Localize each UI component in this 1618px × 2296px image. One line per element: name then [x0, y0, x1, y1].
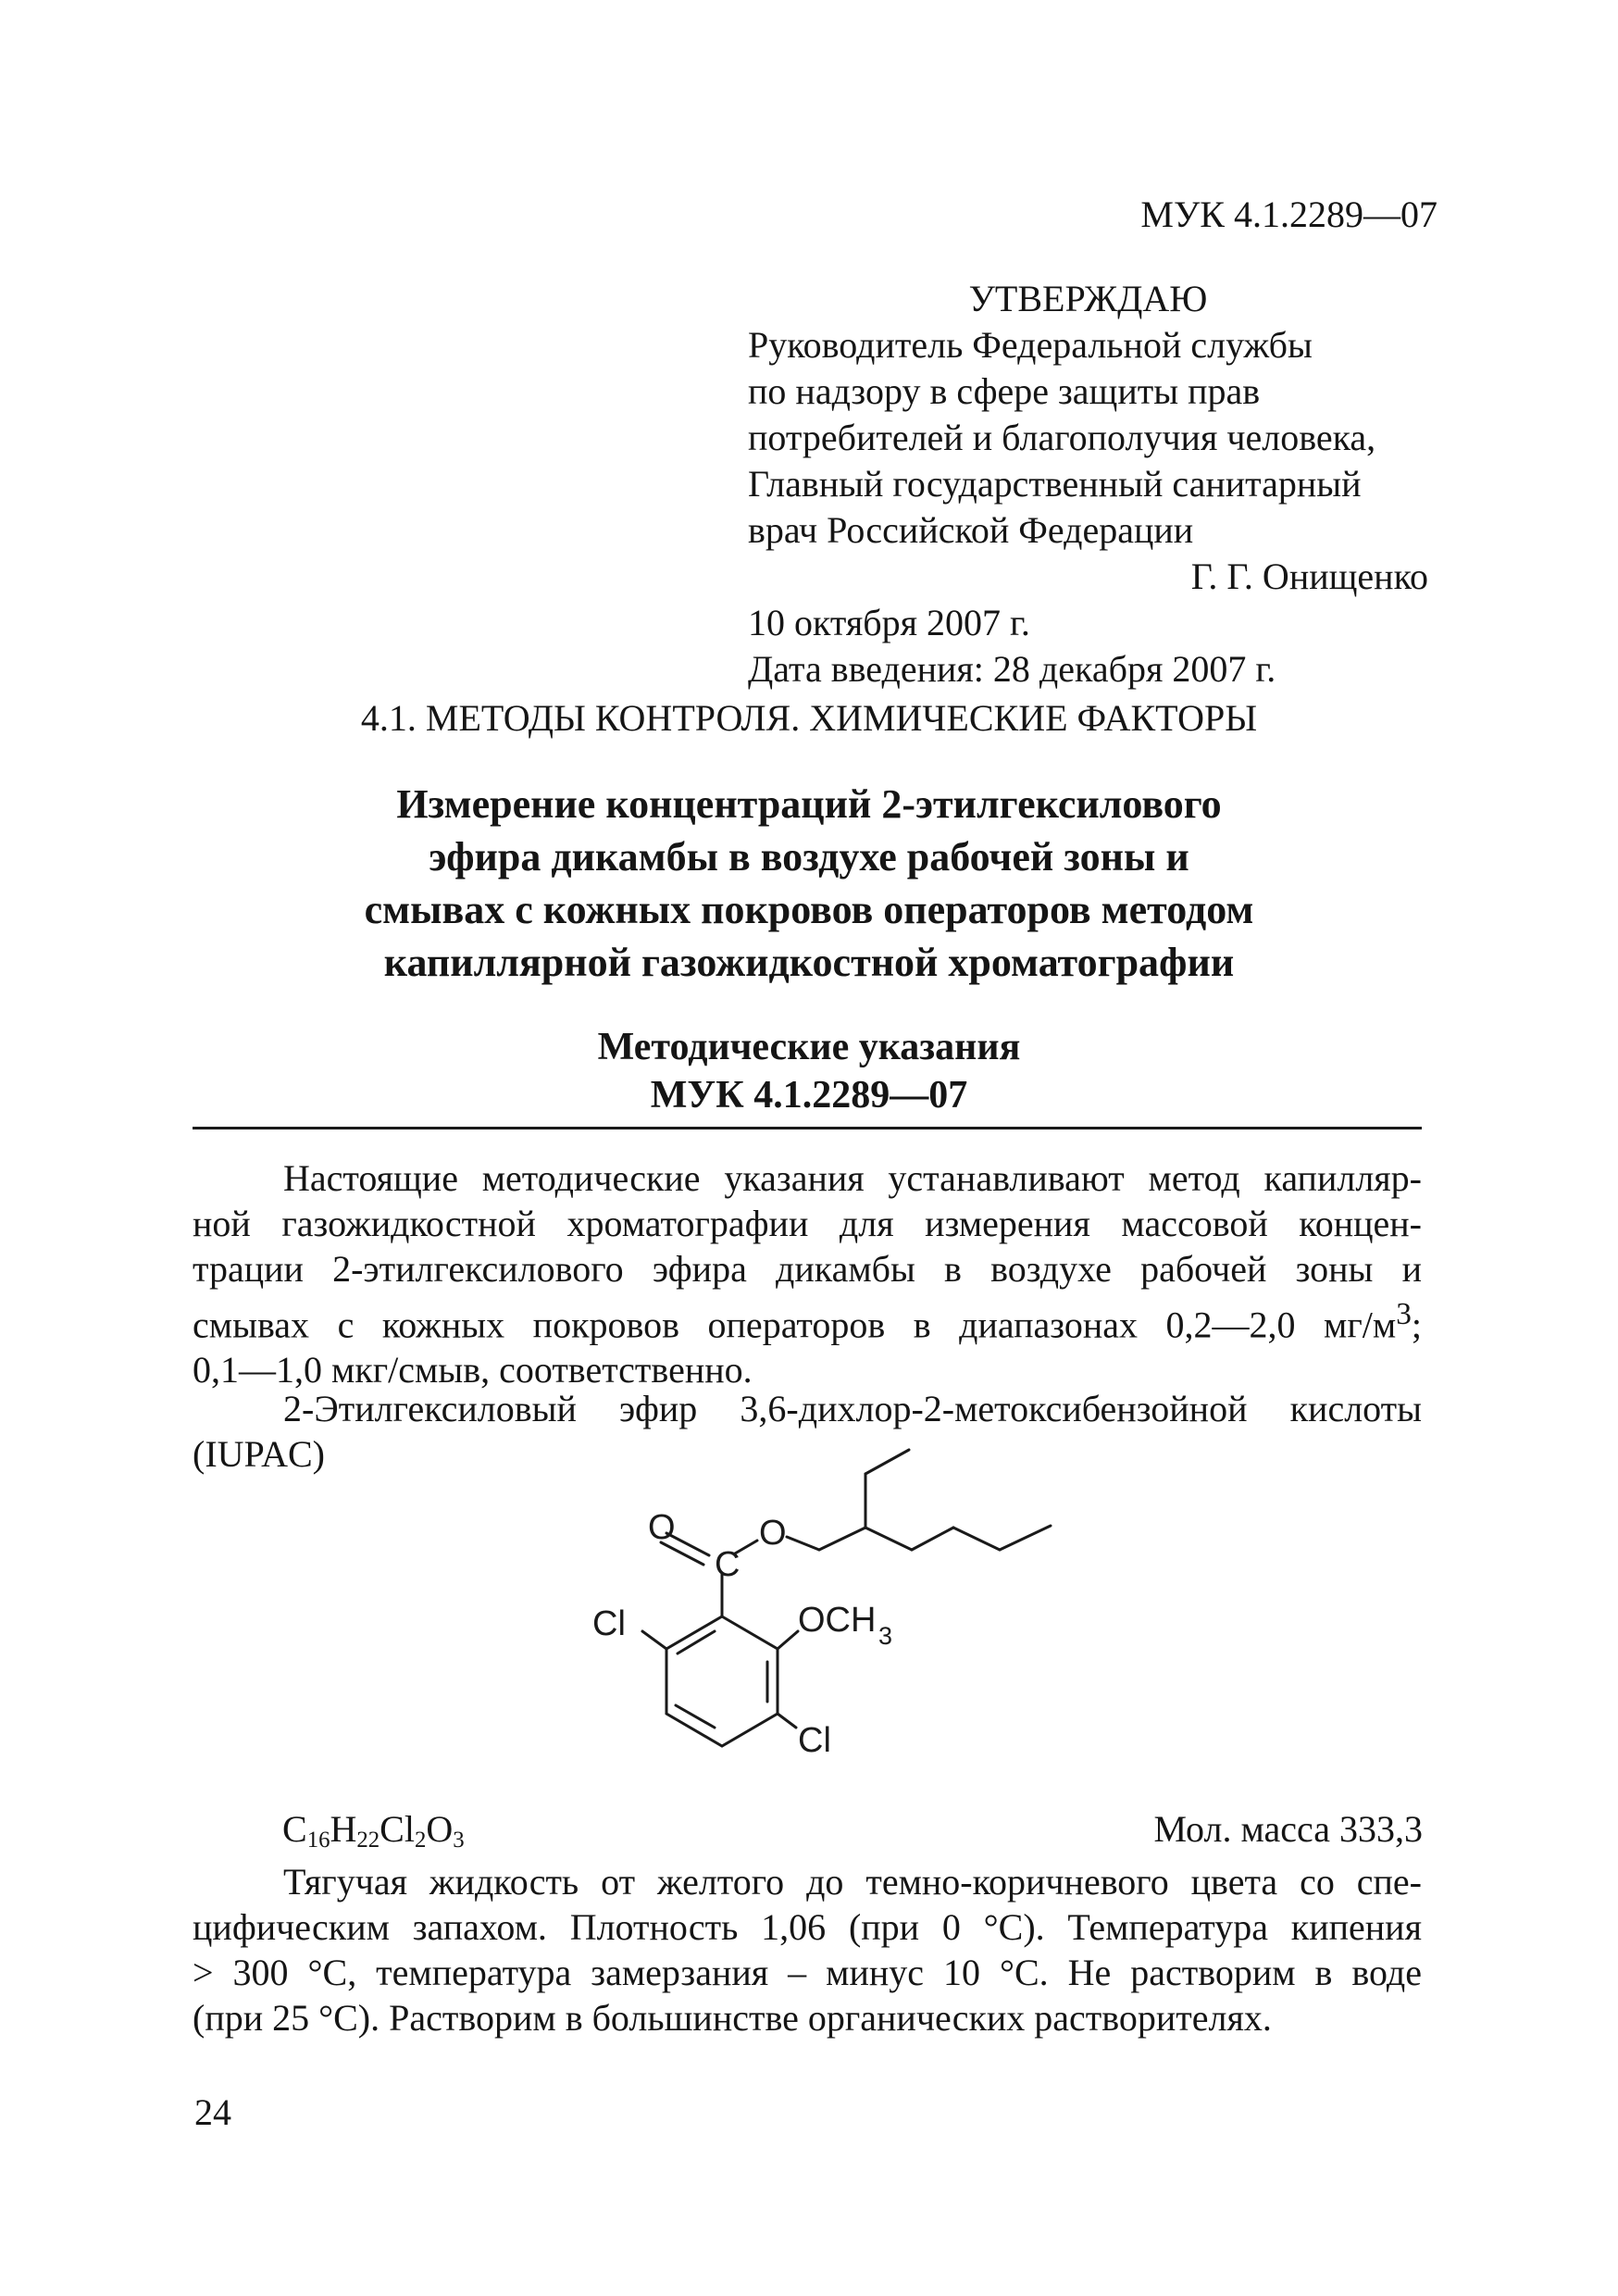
approval-line: Главный государственный санитарный	[748, 463, 1362, 505]
effective-date: Дата введения: 28 декабря 2007 г.	[748, 648, 1276, 690]
approval-block	[748, 276, 1428, 693]
bond	[1000, 1526, 1051, 1550]
paragraph-line: 2-Этилгексиловый эфир 3,6-дихлор-2-метоксибензойной кислоты	[283, 1388, 1422, 1429]
bond	[819, 1528, 865, 1550]
paragraph-line: ной газожидкостной хроматографии для измерения массовой концен-	[193, 1203, 1422, 1244]
approval-line: потребителей и благополучия человека,	[748, 417, 1376, 458]
signer-name: Г. Г. Онищенко	[1190, 555, 1428, 597]
subtitle-line: Методические указания	[597, 1026, 1021, 1068]
bond	[642, 1631, 666, 1649]
bond	[865, 1528, 912, 1550]
title-line: смывах с кожных покровов операторов методом	[364, 887, 1254, 932]
atom-label: Cl	[798, 1721, 831, 1760]
ring-double-bond	[676, 1705, 715, 1728]
line-end: ;	[1411, 1304, 1422, 1346]
document-code: МУК 4.1.2289—07	[1140, 193, 1438, 235]
paragraph-line: > 300 °С, температура замерзания – минус 10 °С. Не растворим в воде	[193, 1952, 1422, 1993]
title-line: эфира дикамбы в воздухе рабочей зоны и	[429, 834, 1189, 880]
bond	[787, 1537, 819, 1550]
page-number: 24	[194, 2091, 231, 2133]
section-heading: 4.1. МЕТОДЫ КОНТРОЛЯ. ХИМИЧЕСКИЕ ФАКТОРЫ	[360, 697, 1258, 739]
unit-superscript: 3	[1396, 1297, 1412, 1331]
paragraph-line: (IUPAC)	[193, 1433, 325, 1475]
title-line: капиллярной газожидкостной хроматографии	[383, 940, 1235, 985]
atom-label: C	[715, 1545, 741, 1584]
approval-line: по надзору в сфере защиты прав	[748, 370, 1261, 412]
approval-date: 10 октября 2007 г.	[748, 602, 1030, 643]
intro-paragraph	[193, 1155, 1422, 1392]
paragraph-line: цифическим запахом. Плотность 1,06 (при 0 °С). Температура кипения	[193, 1906, 1422, 1948]
paragraph-line: (при 25 °С). Растворим в большинстве органических растворителях.	[193, 1997, 1272, 2039]
ring-double-bond	[678, 1631, 715, 1653]
molecular-mass: Мол. масса 333,3	[1153, 1808, 1423, 1850]
subtitle-code: МУК 4.1.2289—07	[650, 1074, 968, 1117]
properties-paragraph	[193, 1859, 1422, 2040]
benzene-ring	[666, 1616, 778, 1746]
paragraph-line: 0,1—1,0 мкг/смыв, соответственно.	[193, 1349, 753, 1391]
approval-stamp: УТВЕРЖДАЮ	[968, 278, 1208, 319]
document-subtitle	[0, 1023, 1618, 1119]
title-line: Измерение концентраций 2-этилгексилового	[396, 781, 1222, 827]
approval-line: Руководитель Федеральной службы	[748, 324, 1313, 366]
paragraph-line: Тягучая жидкость от желтого до темно-коричневого цвета со спе-	[283, 1861, 1422, 1903]
document-title	[0, 778, 1618, 989]
range-text: смывах с кожных покровов операторов в диапазонах 0,2—2,0 мг/м	[193, 1304, 1397, 1346]
paragraph-line	[193, 1292, 1422, 1347]
bond	[912, 1528, 953, 1550]
bond	[865, 1450, 909, 1474]
bond	[953, 1528, 1000, 1550]
atom-label: Cl	[592, 1604, 626, 1643]
structural-formula	[555, 1426, 1129, 1796]
paragraph-line: Настоящие методические указания устанавливают метод капилляр-	[283, 1157, 1422, 1199]
atom-label: O	[759, 1514, 787, 1553]
paragraph-line: трации 2-этилгексилового эфира дикамбы в воздухе рабочей зоны и	[193, 1248, 1422, 1290]
atom-label: OCH	[798, 1601, 877, 1640]
bond	[778, 1631, 798, 1649]
title-divider	[193, 1127, 1422, 1129]
approval-line: врач Российской Федерации	[748, 509, 1194, 551]
molecular-formula: $C_{16}H_{22}Cl_2O_3$	[282, 1808, 465, 1853]
molecular-formula-row	[282, 1807, 1423, 1853]
atom-label: 3	[878, 1622, 893, 1650]
bond	[778, 1714, 796, 1728]
atom-label: O	[648, 1508, 676, 1547]
